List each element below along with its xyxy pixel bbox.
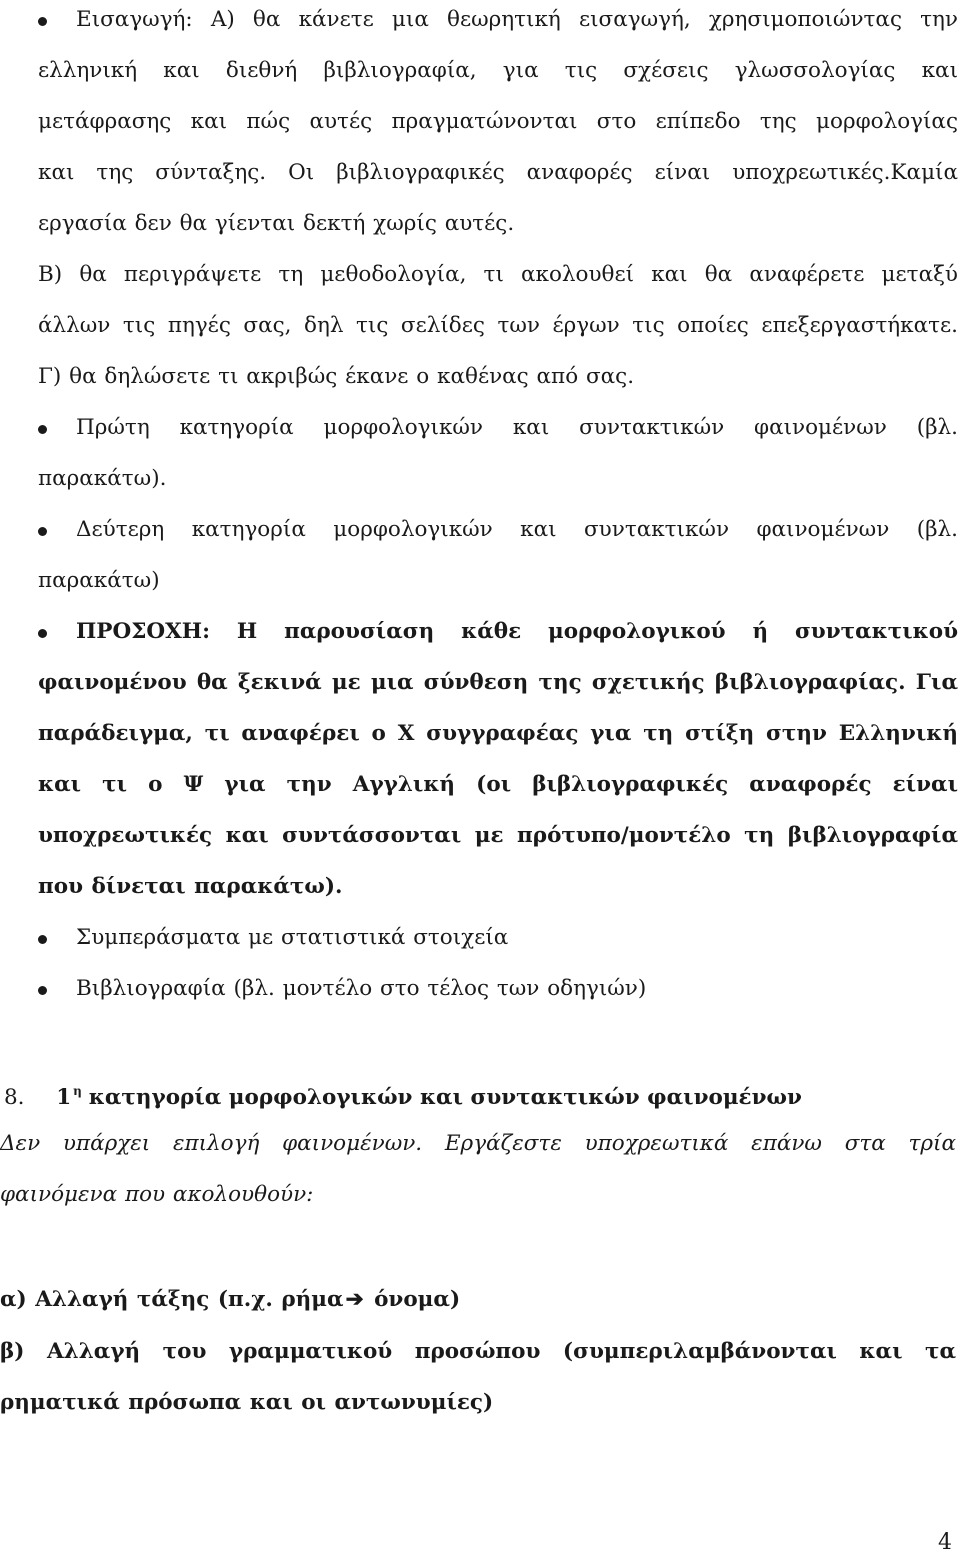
intro-line: εργασία δεν θα γίενται δεκτή χωρίς αυτές. bbox=[38, 211, 515, 236]
item-b-line: β) Αλλαγή του γραμματικού προσώπου (συμπεριλαμβάνονται και τα bbox=[0, 1339, 956, 1364]
arrow-right-icon: ➔ bbox=[345, 1287, 364, 1312]
intro-b-line: άλλων τις πηγές σας, δηλ τις σελίδες των έργων τις οποίες επεξεργαστήκατε. bbox=[38, 313, 958, 338]
first-category-bullet bbox=[38, 402, 958, 504]
section-heading bbox=[4, 1066, 954, 1123]
intro-line: μετάφρασης και πώς αυτές πραγματώνονται στο επίπεδο της μορφολογίας bbox=[38, 109, 958, 134]
intro-line: ελληνική και διεθνή βιβλιογραφία, για τις σχέσεις γλωσσολογίας και bbox=[38, 58, 958, 83]
item-b bbox=[0, 1326, 956, 1428]
item-b-line: ρηματικά πρόσωπα και οι αντωνυμίες) bbox=[0, 1390, 494, 1415]
intro-b-line: Β) θα περιγράψετε τη μεθοδολογία, τι ακολουθεί και θα αναφέρετε μεταξύ bbox=[38, 262, 958, 287]
item-a-prefix: α) Αλλαγή τάξης (π.χ. ρήμα bbox=[0, 1287, 344, 1312]
note-line: παράδειγμα, τι αναφέρει ο Χ συγγραφέας για τη στίξη στην Ελληνική bbox=[38, 721, 958, 746]
section-instruction bbox=[0, 1118, 956, 1220]
section-ordinal-sup: η bbox=[73, 1084, 82, 1098]
second-category-line: παρακάτω) bbox=[38, 568, 160, 593]
bullet-marker bbox=[38, 935, 47, 944]
intro-bullet bbox=[38, 0, 958, 402]
note-line: ΠΡΟΣΟΧΗ: Η παρουσίαση κάθε μορφολογικού ή συντακτικού bbox=[76, 619, 958, 644]
section-number: 8. bbox=[4, 1085, 25, 1110]
intro-c-line: Γ) θα δηλώσετε τι ακριβώς έκανε ο καθένας από σας. bbox=[38, 364, 635, 389]
first-category-line: Πρώτη κατηγορία μορφολογικών και συντακτικών φαινομένων (βλ. bbox=[76, 415, 958, 440]
first-category-line: παρακάτω). bbox=[38, 466, 167, 491]
intro-line: Εισαγωγή: Α) θα κάνετε μια θεωρητική εισαγωγή, χρησιμοποιώντας την bbox=[76, 7, 958, 32]
conclusions-bullet bbox=[76, 912, 956, 963]
bullet-marker bbox=[38, 986, 47, 995]
instruction-line: φαινόμενα που ακολουθούν: bbox=[0, 1182, 314, 1207]
bibliography-text: Βιβλιογραφία (βλ. μοντέλο στο τέλος των οδηγιών) bbox=[76, 976, 647, 1001]
second-category-line: Δεύτερη κατηγορία μορφολογικών και συντακτικών φαινομένων (βλ. bbox=[76, 517, 958, 542]
section-title: κατηγορία μορφολογικών και συντακτικών φαινομένων bbox=[88, 1085, 802, 1110]
intro-line: και της σύνταξης. Οι βιβλιογραφικές αναφορές είναι υποχρεωτικές.Καμία bbox=[38, 160, 958, 185]
conclusions-text: Συμπεράσματα με στατιστικά στοιχεία bbox=[76, 925, 509, 950]
bibliography-bullet bbox=[76, 963, 956, 1014]
note-bullet bbox=[38, 606, 958, 912]
page-number: 4 bbox=[938, 1530, 952, 1555]
note-line: και τι ο Ψ για την Αγγλική (οι βιβλιογραφικές αναφορές είναι bbox=[38, 772, 958, 797]
item-a bbox=[0, 1274, 956, 1325]
note-line: υποχρεωτικές και συντάσσονται με πρότυπο/μοντέλο τη βιβλιογραφία bbox=[38, 823, 958, 848]
note-line: που δίνεται παρακάτω). bbox=[38, 874, 343, 899]
second-category-bullet bbox=[38, 504, 958, 606]
item-a-suffix: όνομα) bbox=[365, 1287, 461, 1312]
note-line: φαινομένου θα ξεκινά με μια σύνθεση της σχετικής βιβλιογραφίας. Για bbox=[38, 670, 958, 695]
instruction-line: Δεν υπάρχει επιλογή φαινομένων. Εργάζεστε υποχρεωτικά επάνω στα τρία bbox=[0, 1131, 956, 1156]
section-ordinal: 1 bbox=[56, 1085, 72, 1110]
item-a-text bbox=[0, 1274, 956, 1325]
